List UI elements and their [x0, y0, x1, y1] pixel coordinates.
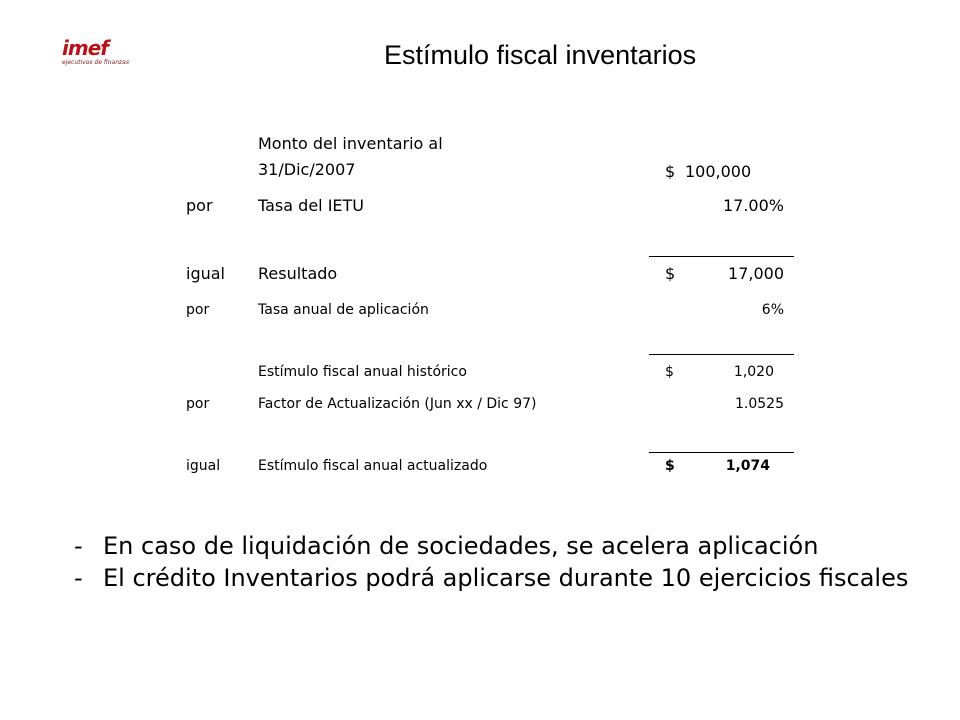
- row-description: Estímulo fiscal anual actualizado: [258, 458, 488, 474]
- row-value: 1,074: [725, 458, 770, 474]
- row-description-line2: 31/Dic/2007: [258, 160, 356, 179]
- row-currency: $: [665, 458, 675, 474]
- logo-wordmark: imef: [62, 36, 108, 60]
- bullet-dash: -: [74, 532, 83, 560]
- row-description: Tasa anual de aplicación: [258, 302, 429, 318]
- total-rule: [649, 452, 794, 453]
- row-operator: igual: [186, 458, 221, 474]
- bullet-text: En caso de liquidación de sociedades, se acelera aplicación: [103, 532, 819, 560]
- row-currency: $: [665, 264, 676, 283]
- row-description: Factor de Actualización (Jun xx / Dic 97): [258, 396, 537, 412]
- row-value: 1,020: [733, 364, 774, 380]
- subtotal-rule: [649, 354, 794, 355]
- row-operator: por: [186, 196, 213, 215]
- row-value: 1.0525: [735, 396, 784, 412]
- row-description-line1: Monto del inventario al: [258, 134, 443, 153]
- row-currency: $: [665, 364, 674, 380]
- row-operator: por: [186, 302, 210, 318]
- bullet-list: [74, 530, 910, 594]
- row-value: 6%: [761, 302, 784, 318]
- row-description: Tasa del IETU: [258, 196, 364, 215]
- bullet-dash: -: [74, 564, 83, 592]
- subtotal-rule: [649, 256, 794, 257]
- bullet-item: [74, 562, 910, 594]
- row-operator: por: [186, 396, 210, 412]
- bullet-text: El crédito Inventarios podrá aplicarse durante 10 ejercicios fiscales: [103, 564, 909, 592]
- row-operator: igual: [186, 264, 225, 283]
- row-value: 17,000: [728, 264, 784, 283]
- row-description: Resultado: [258, 264, 338, 283]
- row-currency: $: [665, 162, 676, 181]
- logo-tagline: ejecutivos de finanzas: [62, 59, 129, 66]
- bullet-item: [74, 530, 910, 562]
- slide-title: Estímulo fiscal inventarios: [384, 40, 697, 70]
- imef-logo: [60, 36, 129, 70]
- row-value: 100,000: [685, 162, 752, 181]
- row-description: Estímulo fiscal anual histórico: [258, 364, 467, 380]
- row-value: 17.00%: [722, 196, 784, 215]
